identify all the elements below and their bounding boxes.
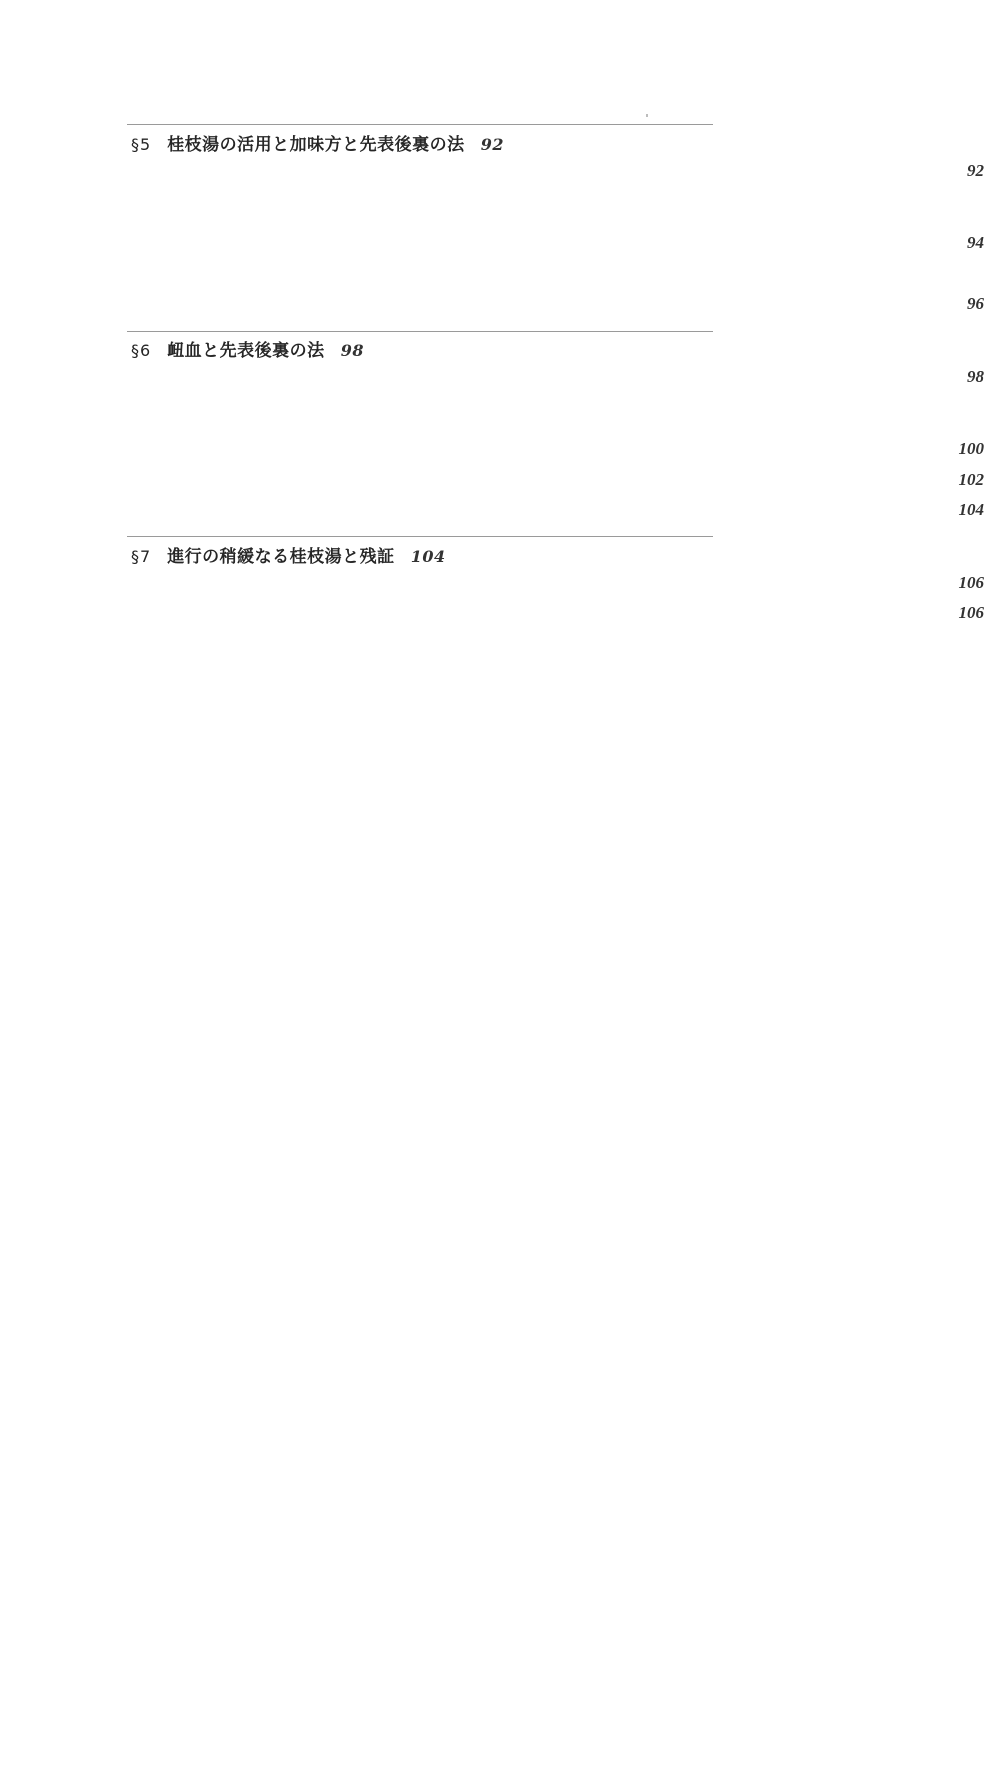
- section-title: 進行の稍緩なる桂枝湯と残証: [167, 547, 395, 567]
- toc-entry-44[interactable]: [154, 294, 984, 318]
- section-heading-5: [131, 130, 504, 156]
- section-heading-6: [131, 336, 364, 362]
- section-divider: [127, 124, 713, 125]
- entry-page: 100: [154, 439, 984, 1613]
- scan-speck: [646, 114, 648, 117]
- section-number: §5: [131, 135, 152, 154]
- toc-entry-42[interactable]: [154, 161, 984, 185]
- entry-page: 106: [154, 603, 984, 1777]
- toc-entry-55[interactable]: [154, 500, 984, 524]
- entry-page: 92: [154, 161, 984, 1335]
- toc-entry-43[interactable]: [154, 233, 984, 257]
- toc-entry-56[interactable]: [154, 573, 984, 597]
- toc-entry-47[interactable]: [154, 439, 984, 463]
- section-divider: [127, 536, 713, 537]
- entry-page: 96: [154, 294, 984, 1468]
- entry-page: 94: [154, 233, 984, 1407]
- toc-entry-46[interactable]: [154, 367, 984, 391]
- section-page: 92: [480, 135, 504, 154]
- entry-page: 106: [154, 573, 984, 1747]
- section-title: 衄血と先表後裏の法: [167, 341, 325, 361]
- section-number: §7: [131, 547, 152, 566]
- section-heading-7: [131, 542, 446, 568]
- entry-page: 98: [154, 367, 984, 1541]
- toc-entry-57[interactable]: [154, 603, 984, 627]
- section-page: 104: [410, 547, 446, 566]
- section-number: §6: [131, 341, 152, 360]
- entry-page: 104: [154, 500, 984, 1674]
- section-title: 桂枝湯の活用と加味方と先表後裏の法: [167, 135, 465, 155]
- section-divider: [127, 331, 713, 332]
- entry-page: 102: [154, 470, 984, 1644]
- toc-entry-48[interactable]: [154, 470, 984, 494]
- section-page: 98: [340, 341, 364, 360]
